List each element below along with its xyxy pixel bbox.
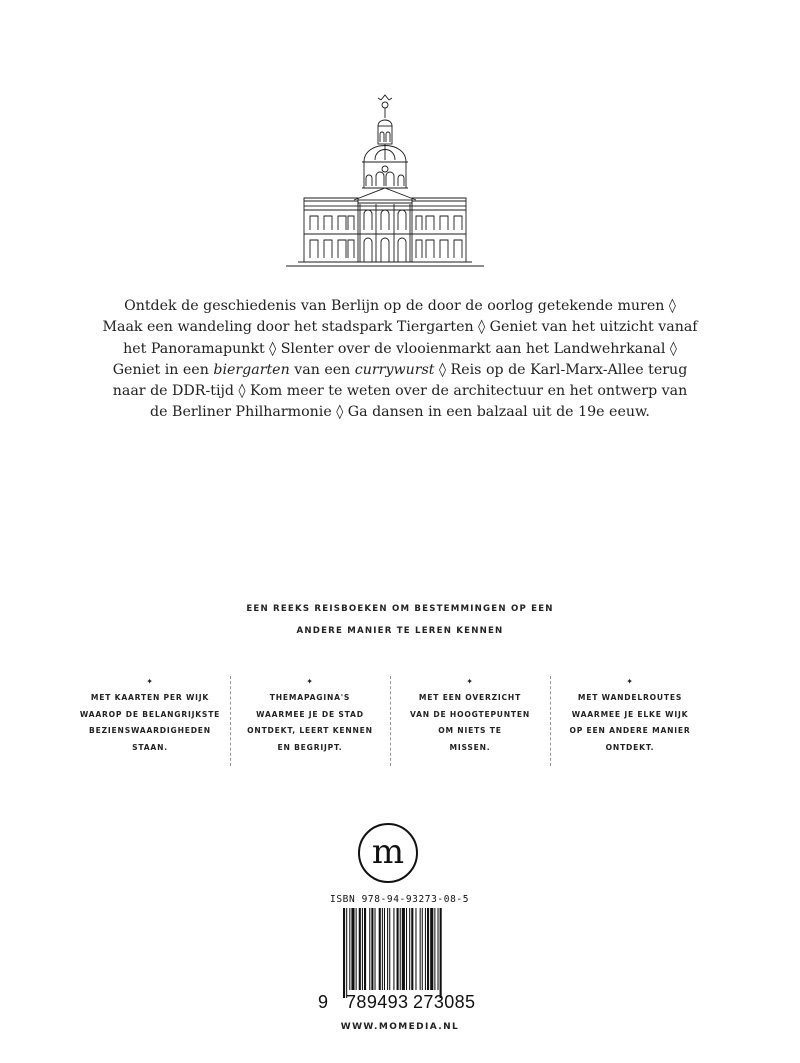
barcode-bar [369,908,370,990]
publisher-logo-icon [357,822,419,884]
barcode-digit-first: 9 [318,992,329,1012]
isbn-label: ISBN 978-94-93273-08-5 [330,894,470,905]
features-row [70,676,710,776]
publisher-website: WWW.MOMEDIA.NL [340,1022,460,1032]
barcode-bar [359,908,361,990]
description-segment: naar de DDR-tijd ◊ Kom meer te weten over de architectuur en het ontwerp van [112,383,688,400]
feature-line: EN BEGRIJPT. [277,742,343,752]
description-line [60,381,740,402]
star-icon: ✦ [466,677,474,686]
barcode-bar [406,908,407,990]
feature-line: ONTDEKT, LEERT KENNEN [247,726,373,735]
feature-theme-pages [230,676,390,756]
feature-line: WAARMEE JE DE STAD [256,709,364,719]
logo-letter: m [371,832,405,872]
barcode-bar [409,908,410,990]
barcode-bar [384,908,385,990]
barcode-bar [440,908,442,998]
description-italic-term: currywurst [354,361,435,378]
description-line [60,317,740,338]
barcode-bar [346,908,347,998]
feature-line: OM NIETS TE [438,726,502,735]
description-italic-term: biergarten [213,361,290,378]
feature-maps [70,676,230,756]
barcode-bar [438,908,439,990]
feature-line: OP EEN ANDERE MANIER [569,726,691,735]
barcode-bar [379,908,381,990]
barcode-bar [349,908,350,990]
description-text [60,296,740,424]
feature-line: MET EEN OVERZICHT [418,693,522,702]
description-line [60,339,740,360]
barcode-bar [364,908,366,990]
star-icon: ✦ [626,677,634,686]
barcode-bar [400,908,401,990]
barcode-bar [351,908,354,990]
barcode-bar [434,908,435,990]
star-icon: ✦ [306,677,314,686]
tagline-line-2: ANDERE MANIER TE LEREN KENNEN [296,626,504,636]
barcode-digits-group-2: 273085 [413,992,476,1012]
barcode-bar [375,908,376,990]
feature-line: ONTDEKT. [605,742,655,752]
barcode-bar [362,908,363,990]
barcode-digits-group-1: 789493 [346,992,409,1012]
palace-illustration [280,88,490,270]
description-line [60,360,740,381]
tagline-line-1: EEN REEKS REISBOEKEN OM BESTEMMINGEN OP EEN [246,604,554,614]
feature-walking-routes [550,676,710,756]
feature-line: BEZIENSWAARDIGHEDEN [89,726,211,735]
barcode-bar [382,908,383,990]
barcode-bar [397,908,399,990]
barcode-bar [387,908,388,990]
description-segment: Ontdek de geschiedenis van Berlijn op de door de oorlog getekende muren ◊ [124,298,676,314]
description-segment: de Berliner Philharmonie ◊ Ga dansen in een balzaal uit de 19e eeuw. [150,404,650,421]
barcode-bar [356,908,357,990]
feature-highlights [390,676,550,756]
description-line [60,296,740,317]
barcode-bar [430,908,433,990]
barcode-bar [415,908,416,990]
feature-line: THEMAPAGINA'S [269,693,351,702]
barcode-bar [371,908,373,990]
barcode-bar [402,908,405,990]
barcode-bar [422,908,423,990]
description-line [60,402,740,423]
barcode-bar [420,908,421,990]
description-segment: Maak een wandeling door het stadspark Tiergarten ◊ Geniet van het uitzicht vanaf [102,319,698,336]
barcode-bar [393,908,394,990]
feature-line: MET WANDELROUTES [577,693,683,702]
feature-line: WAAROP DE BELANGRIJKSTE [79,709,221,719]
description-segment: ◊ Reis op de Karl-Marx-Allee terug [434,361,688,378]
series-tagline [150,598,650,642]
star-icon: ✦ [146,677,154,686]
barcode-bar [411,908,413,990]
barcode-bar [427,908,429,990]
barcode [343,908,485,998]
barcode-bar [389,908,390,990]
description-segment: het Panoramapunkt ◊ Slenter over de vlooienmarkt aan het Landwehrkanal ◊ [123,340,677,357]
feature-line: STAAN. [132,742,168,752]
description-segment: van een [289,361,355,378]
description-segment: Geniet in een [112,361,214,378]
feature-line: WAARMEE JE ELKE WIJK [571,709,689,719]
feature-line: MET KAARTEN PER WIJK [90,693,210,702]
barcode-bar [425,908,426,990]
barcode-bar [343,908,345,998]
feature-line: VAN DE HOOGTEPUNTEN [409,709,531,719]
feature-line: MISSEN. [449,742,491,752]
